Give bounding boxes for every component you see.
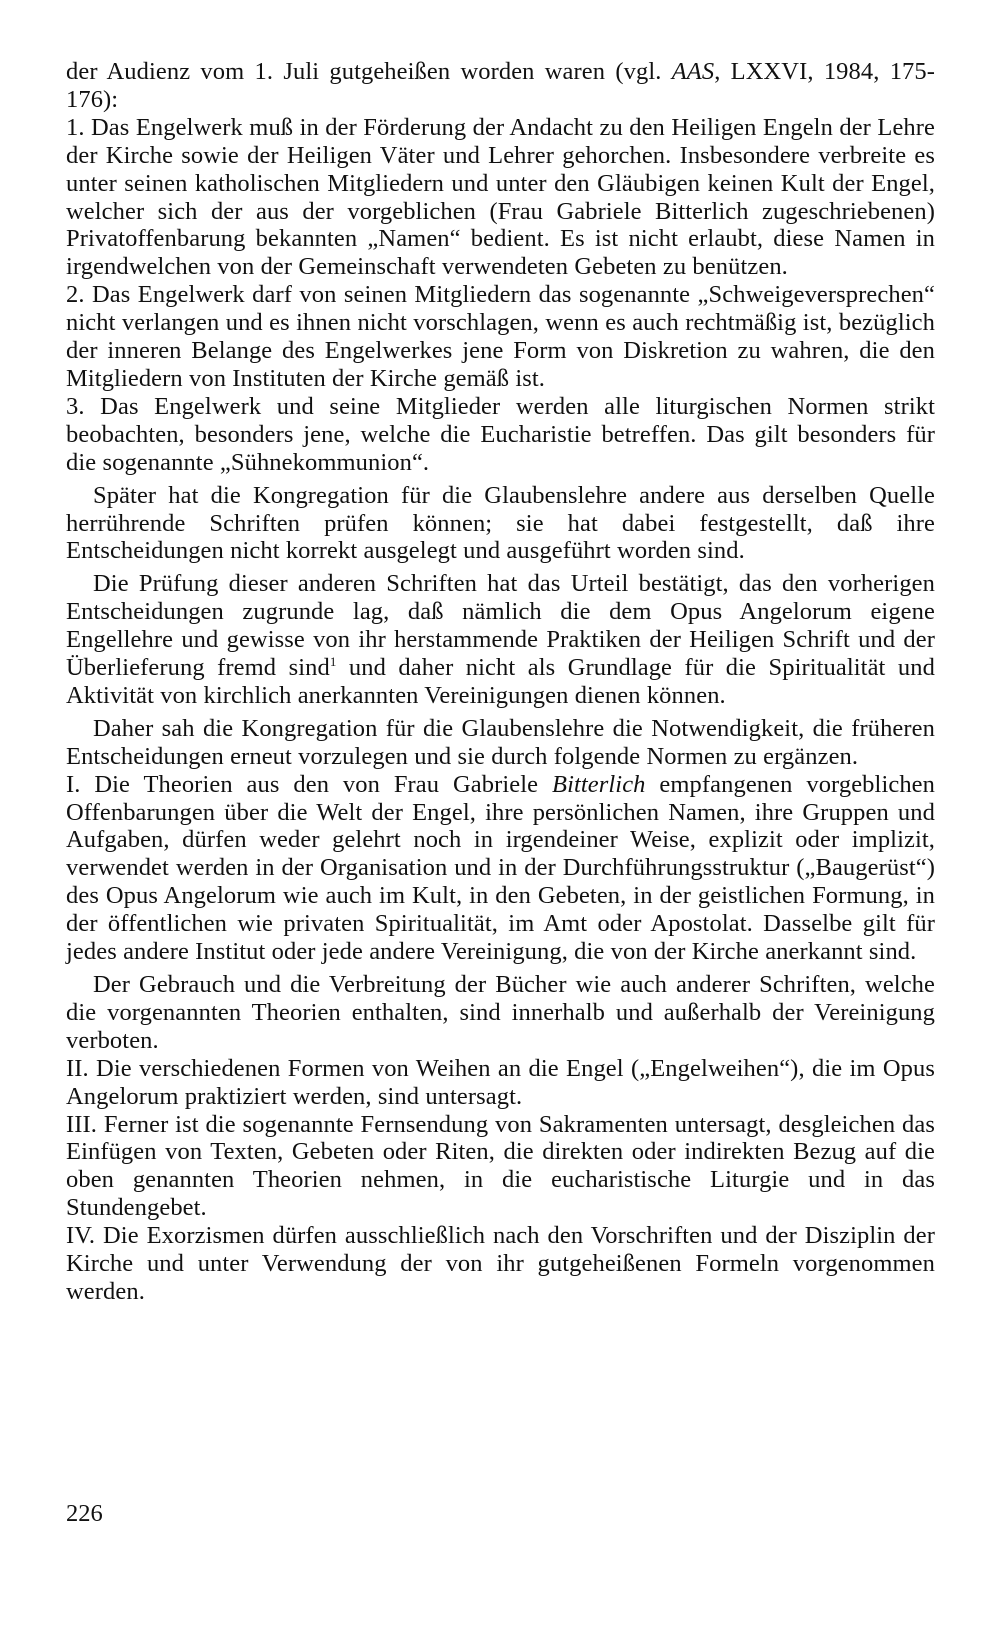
text-segment: I. Die Theorien aus den von Frau Gabriele bbox=[66, 770, 552, 798]
paragraph-audience-reference bbox=[66, 58, 935, 114]
norm-roman-2 bbox=[66, 1055, 935, 1111]
page-body bbox=[66, 58, 935, 1306]
paragraph-necessity bbox=[66, 715, 935, 771]
text-segment: II. Die verschiedenen Formen von Weihen an die Engel („Engelweihen“), die im Opus Angelorum praktiziert werden, sind untersagt. bbox=[66, 1054, 935, 1110]
text-segment: III. Ferner ist die sogenannte Fernsendung von Sakramenten untersagt, desgleichen das Einfügen von Texten, Gebeten oder Riten, die direkten oder indirekten Bezug auf die oben genannten Theorien nehmen, in die eucharistische Liturgie und in das Stundengebet. bbox=[66, 1110, 935, 1222]
norm-roman-4 bbox=[66, 1222, 935, 1306]
text-segment: 1. Das Engelwerk muß in der Förderung der Andacht zu den Heiligen Engeln der Lehre der Kirche sowie der Heiligen Väter und Lehrer gehorchen. Insbesondere verbreite es unter seinen katholischen Mitgliedern und unter den Gläubigen keinen Kult der Engel, welcher sich der aus der vorgeblichen (Frau Gabriele Bitterlich zugeschriebenen) Privatoffenbarung bekannten „Namen“ bedient. Es ist nicht erlaubt, diese Namen in irgendwelchen von der Gemeinschaft verwendeten Gebeten zu benützen. bbox=[66, 113, 935, 281]
norm-roman-1 bbox=[66, 771, 935, 966]
text-segment: IV. Die Exorzismen dürfen ausschließlich nach den Vorschriften und der Disziplin der Kirche und unter Verwendung der von ihr gutgeheißenen Formeln vorgenommen werden. bbox=[66, 1222, 935, 1305]
page-number: 226 bbox=[66, 1500, 103, 1527]
paragraph-books-prohibition bbox=[66, 971, 935, 1055]
italic-source-abbreviation: AAS bbox=[671, 58, 715, 85]
text-segment: 3. Das Engelwerk und seine Mitglieder werden alle liturgischen Normen strikt beobachten, besonders jene, welche die Eucharistie betreffen. Das gilt besonders für die sogenannte „Sühnekommunion“. bbox=[66, 392, 935, 476]
text-segment: empfangenen vorgeblichen Offenbarungen über die Welt der Engel, ihre persönlichen Namen, ihre Gruppen und Aufgaben, dürfen weder gelehrt noch in irgendeiner Weise, explizit oder implizit, verwendet werden in der Organisation und in der Durchführungsstruktur („Baugerüst“) des Opus Angelorum wie auch im Kult, in den Gebeten, in der geistlichen Formung, in der öffentlichen wie privaten Spiritualität, im Amt oder Apostolat. Dasselbe gilt für jedes andere Institut oder jede andere Vereinigung, die von der Kirche anerkannt sind. bbox=[66, 770, 935, 966]
text-segment: und daher nicht als Grundlage für die Spiritualität und Aktivität von kirchlich anerkannten Vereinigungen dienen können. bbox=[66, 654, 935, 709]
norm-item-3 bbox=[66, 393, 935, 477]
text-segment: Später hat die Kongregation für die Glaubenslehre andere aus derselben Quelle herrührende Schriften prüfen können; sie hat dabei festgestellt, daß ihre Entscheidungen nicht korrekt ausgelegt und ausgeführt worden sind. bbox=[66, 481, 935, 565]
footnote-marker: 1 bbox=[329, 653, 337, 669]
norm-item-2 bbox=[66, 281, 935, 393]
text-segment: , LXXVI, 1984, 175-176): bbox=[66, 58, 936, 113]
text-segment: Daher sah die Kongregation für die Glaubenslehre die Notwendigkeit, die früheren Entscheidungen erneut vorzulegen und sie durch folgende Normen zu ergänzen. bbox=[66, 714, 935, 770]
text-segment: der Audienz vom 1. Juli gutgeheißen worden waren (vgl. bbox=[66, 58, 672, 85]
norm-roman-3 bbox=[66, 1111, 935, 1223]
text-segment: Die Prüfung dieser anderen Schriften hat das Urteil bestätigt, das den vorherigen Entscheidungen zugrunde lag, daß nämlich die dem Opus Angelorum eigene Engellehre und gewisse von ihr herstammende Praktiken der Heiligen Schrift und der Überlieferung fremd sind bbox=[66, 570, 935, 682]
paragraph-examination bbox=[66, 570, 935, 710]
italic-name: Bitterlich bbox=[552, 770, 646, 798]
text-segment: 2. Das Engelwerk darf von seinen Mitgliedern das sogenannte „Schweigeversprechen“ nicht verlangen und es ihnen nicht vorschlagen, wenn es auch rechtmäßig ist, bezüglich der inneren Belange des Engelwerkes jene Form von Diskretion zu wahren, die den Mitgliedern von Instituten der Kirche gemäß ist. bbox=[66, 281, 935, 392]
norm-item-1 bbox=[66, 114, 935, 281]
paragraph-later-review bbox=[66, 482, 935, 566]
text-segment: Der Gebrauch und die Verbreitung der Bücher wie auch anderer Schriften, welche die vorgenannten Theorien enthalten, sind innerhalb und außerhalb der Vereinigung verboten. bbox=[66, 971, 935, 1054]
